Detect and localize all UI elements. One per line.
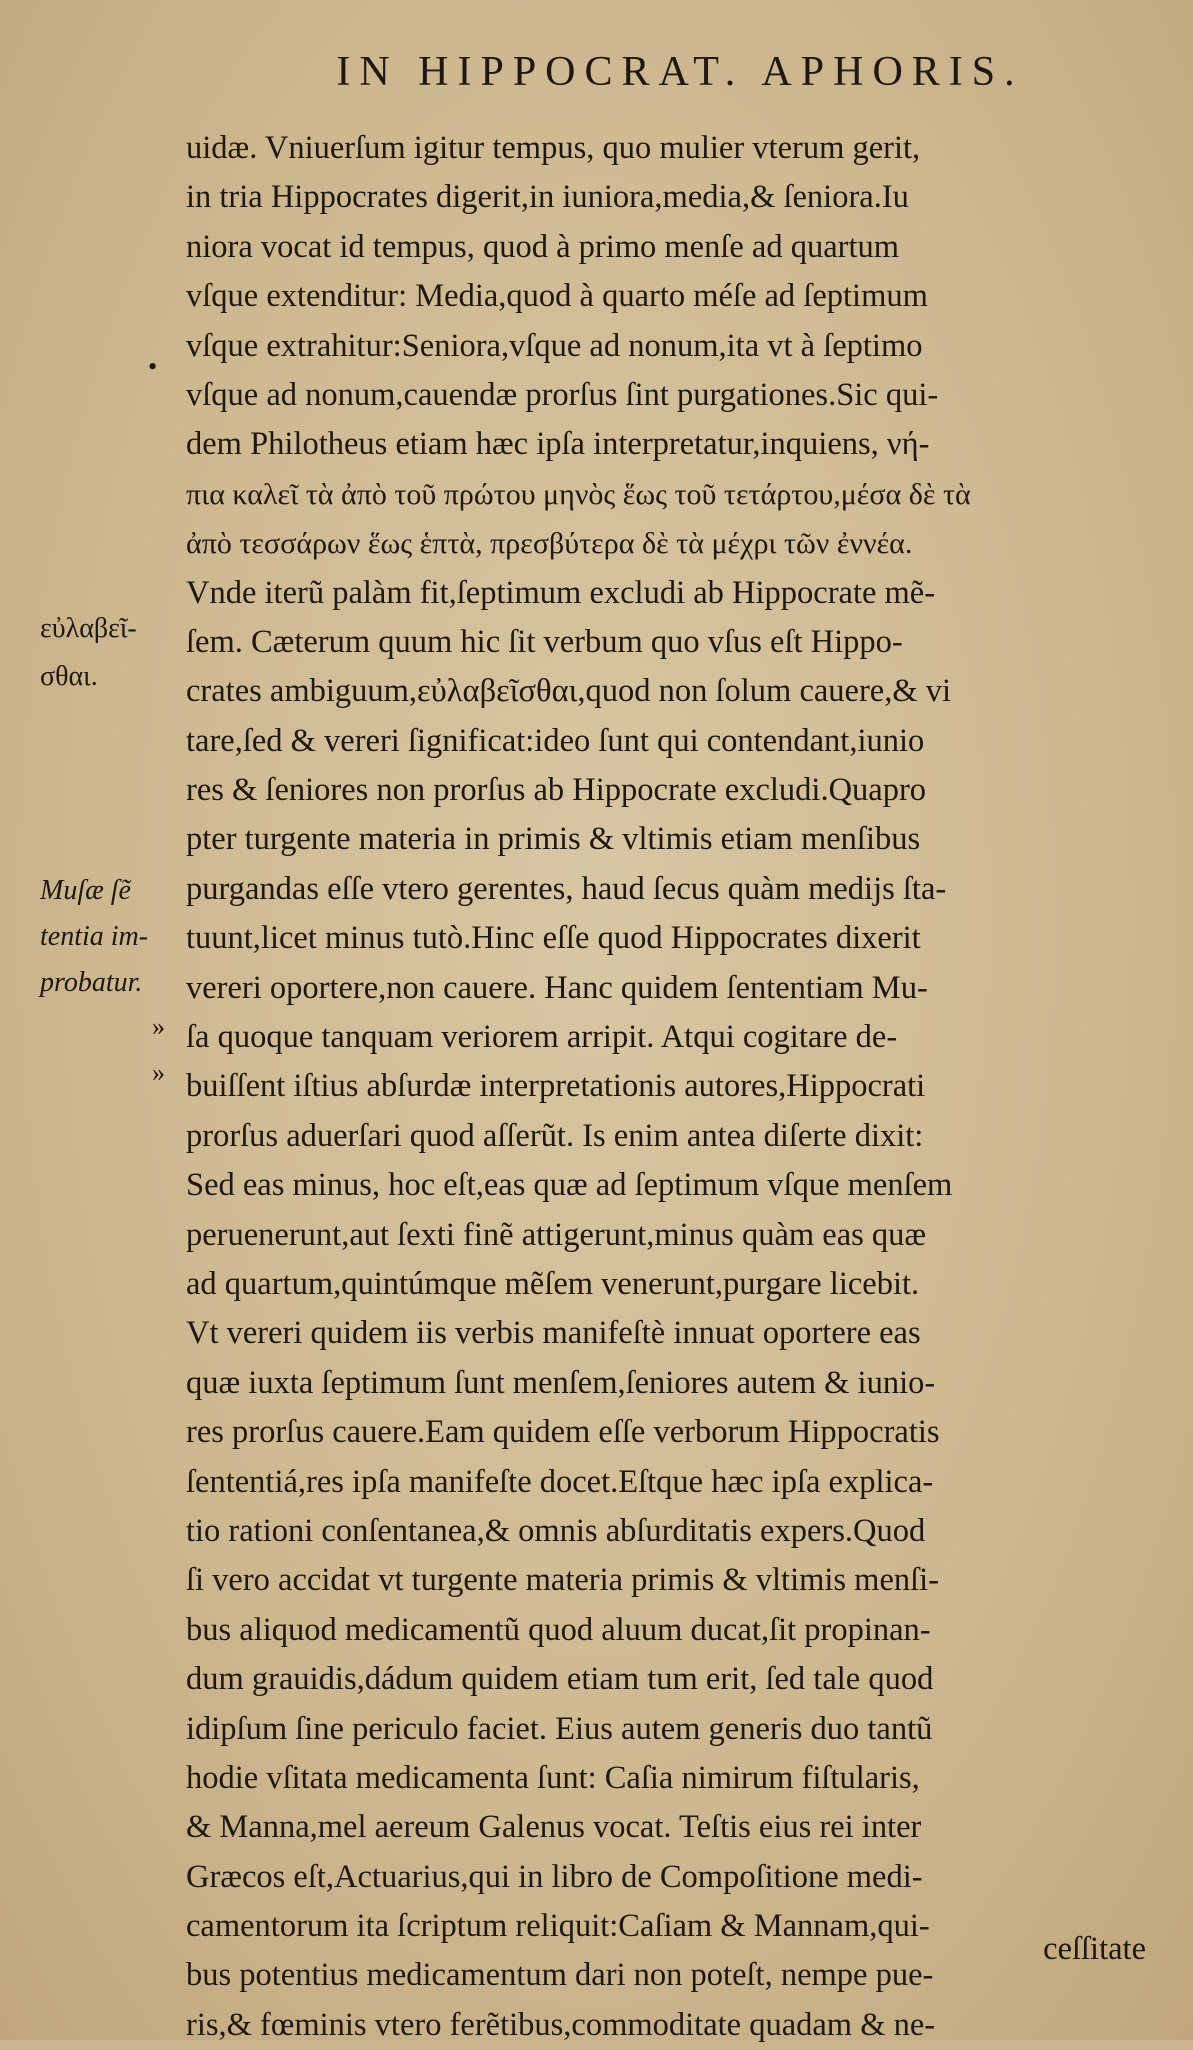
margin-note-greek-1: εὐλαβεῖ- <box>40 613 137 644</box>
text-line: Vnde iterũ palàm fit,ſeptimum excludi ab Hippocrate mẽ- <box>186 574 936 611</box>
text-line: purgandas eſſe vtero gerentes, haud ſecus quàm medijs ſta- <box>186 870 947 907</box>
text-line: niora vocat id tempus, quod à primo menſe ad quartum <box>186 228 900 265</box>
text-line: prorſus aduerſari quod aſſerũt. Is enim antea diſerte dixit: <box>186 1117 924 1154</box>
text-line: pter turgente materia in primis & vltimis etiam menſibus <box>186 821 921 858</box>
text-line: res & ſeniores non prorſus ab Hippocrate excludi.Quapro <box>186 772 927 809</box>
text-line: tio rationi conſentanea,& omnis abſurditatis expers.Quod <box>186 1512 926 1549</box>
text-line: vſque ad nonum,cauendæ prorſus ſint purgationes.Sic qui- <box>186 376 939 413</box>
text-line: bus potentius medicamentum dari non poteſt, nempe pue- <box>186 1957 934 1994</box>
text-line: vereri oportere,non cauere. Hanc quidem ſententiam Mu- <box>186 969 928 1006</box>
text-line: bus aliquod medicamentũ quod aluum ducat,ſit propinan- <box>186 1611 931 1648</box>
text-line: Vt vereri quidem iis verbis manifeſtè innuat oportere eas <box>186 1315 921 1352</box>
text-line: in tria Hippocrates digerit,in iuniora,media,& ſeniora.Iu <box>186 179 909 216</box>
text-line: tare,ſed & vereri ſignificat:ideo ſunt qui contendant,iunio <box>186 722 925 759</box>
quote-mark-2: » <box>152 1058 165 1087</box>
text-line: Græcos eſt,Actuarius,qui in libro de Compoſitione medi- <box>186 1858 923 1895</box>
text-line: vſque extrahitur:Seniora,vſque ad nonum,ita vt à ſeptimo <box>186 327 923 364</box>
margin-note-musa-2: tentia im- <box>40 921 149 952</box>
text-line: hodie vſitata medicamenta ſunt: Caſia nimirum fiſtularis, <box>186 1759 920 1796</box>
text-line: ad quartum,quintúmque mẽſem venerunt,purgare licebit. <box>186 1265 920 1302</box>
text-line: ſententiá,res ipſa manifeſte docet.Eſtque hæc ipſa explica- <box>186 1463 934 1500</box>
text-line: quæ iuxta ſeptimum ſunt menſem,ſeniores autem & iunio- <box>186 1364 936 1401</box>
quote-mark-1: » <box>152 1012 165 1041</box>
text-line: πια καλεῖ τὰ ἀπὸ τοῦ πρώτου μηνὸς ἕως τοῦ τετάρτου,μέσα δὲ τὰ <box>186 477 971 511</box>
running-header: IN HIPPOCRAT. APHORIS. <box>336 49 1024 95</box>
catchword: ceſſitate <box>1043 1931 1146 1967</box>
text-line: ſi vero accidat vt turgente materia primis & vltimis menſi- <box>186 1562 940 1599</box>
text-line: ris,& fœminis vtero ferẽtibus,commoditate quadam & ne- <box>186 2006 936 2043</box>
text-line: res prorſus cauere.Eam quidem eſſe verborum Hippocratis <box>186 1414 940 1451</box>
text-line: idipſum ſine periculo faciet. Eius autem generis duo tantũ <box>186 1710 933 1747</box>
text-line: peruenerunt,aut ſexti finẽ attigerunt,minus quàm eas quæ <box>186 1216 927 1253</box>
margin-note-musa-1: Muſæ ſẽ <box>40 875 131 906</box>
text-line: uidæ. Vniuerſum igitur tempus, quo mulier vterum gerit, <box>186 130 921 166</box>
text-line: dem Philotheus etiam hæc ipſa interpretatur,inquiens, νή- <box>186 426 930 463</box>
text-line: ſem. Cæterum quum hic ſit verbum quo vſus eſt Hippo- <box>186 623 903 660</box>
text-line: Sed eas minus, hoc eſt,eas quæ ad ſeptimum vſque menſem <box>186 1167 953 1204</box>
text-line: camentorum ita ſcriptum reliquit:Caſiam & Mannam,qui- <box>186 1908 930 1945</box>
text-line: & Manna,mel aereum Galenus vocat. Teſtis eius rei inter <box>186 1809 922 1846</box>
bullet-mark: • <box>148 352 158 381</box>
text-line: ſa quoque tanquam veriorem arripit. Atqui cogitare de- <box>186 1019 898 1056</box>
text-line: vſque extenditur: Media,quod à quarto méſe ad ſeptimum <box>186 278 928 315</box>
text-line: tuunt,licet minus tutò.Hinc eſſe quod Hippocrates dixerit <box>186 920 921 957</box>
text-line: dum grauidis,dádum quidem etiam tum erit, ſed tale quod <box>186 1661 934 1698</box>
text-line: ἀπὸ τεσσάρων ἕως ἑπτὰ, πρεσβύτερα δὲ τὰ μέχρι τῶν ἐννέα. <box>186 527 913 561</box>
body-text <box>186 124 1146 2050</box>
margin-note-greek-2: σθαι. <box>40 661 98 692</box>
margin-note-musa-3: probatur. <box>40 967 143 998</box>
text-line: buiſſent iſtius abſurdæ interpretationis autores,Hippocrati <box>186 1068 926 1105</box>
text-line: crates ambiguum,εὐλαβεῖσθαι,quod non ſolum cauere,& vi <box>186 673 952 710</box>
